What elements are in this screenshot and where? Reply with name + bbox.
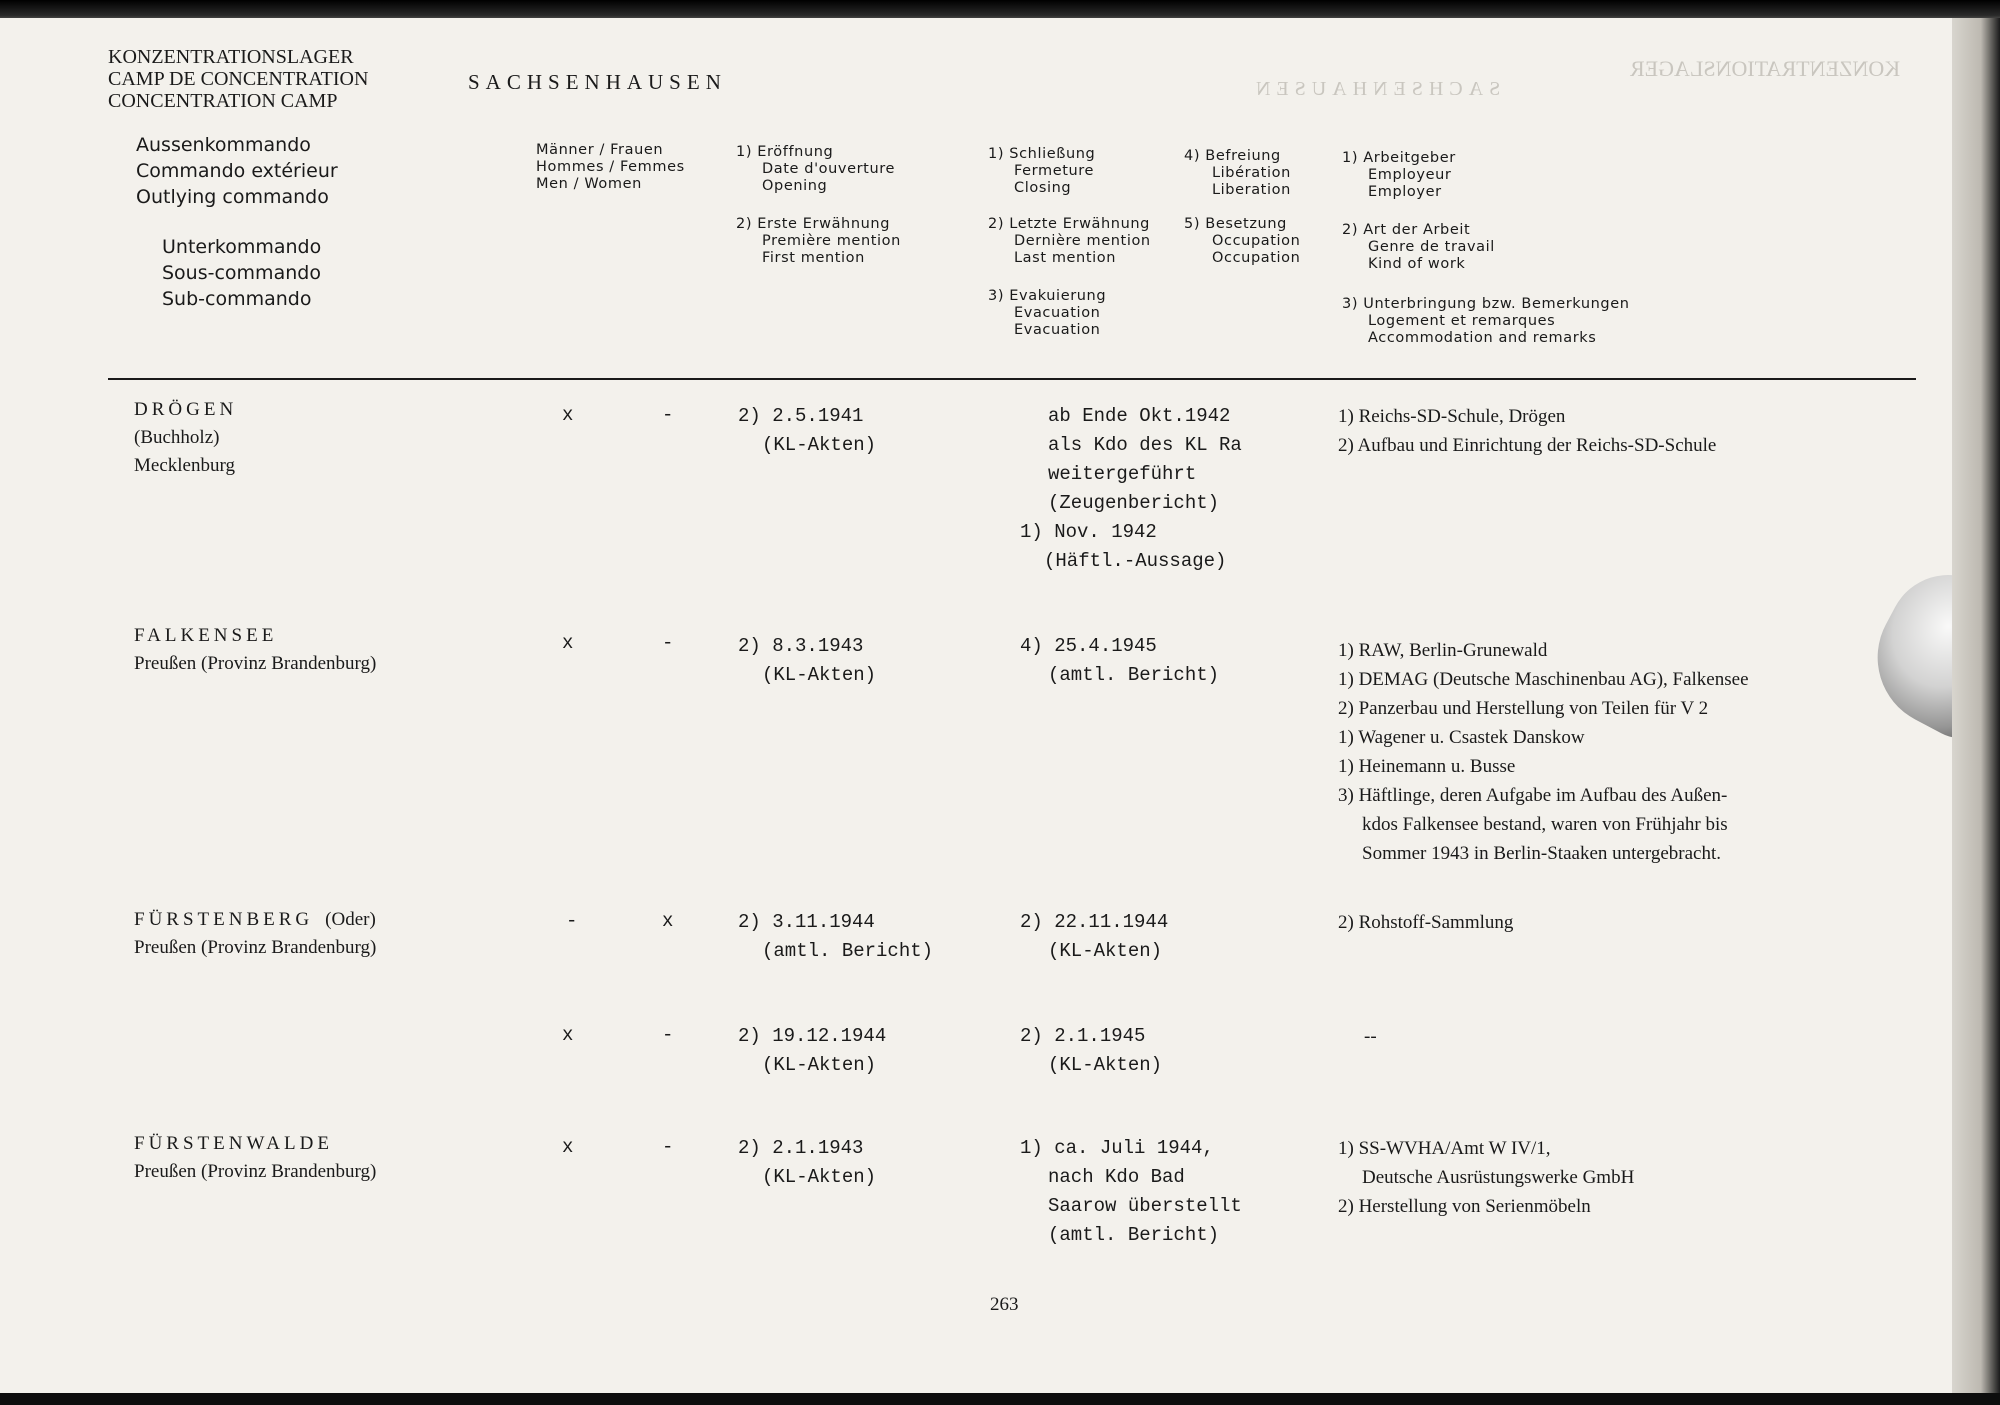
sub-label-fr: Sous-commando <box>162 262 321 284</box>
page-edge <box>1952 18 2000 1393</box>
closing-cell: ab Ende Okt.1942 als Kdo des KL Ra weitergeführt (Zeugenbericht) 1) Nov. 1942 (Häftl.-Aussage) <box>1020 405 1242 572</box>
camp-label-de: KONZENTRATIONSLAGER <box>108 46 354 68</box>
remarks-cell: 1) SS-WVHA/Amt W IV/1, Deutsche Ausrüstungswerke GmbH 2) Herstellung von Serienmöbeln <box>1338 1138 1635 1217</box>
entry-name: FALKENSEE <box>134 625 278 646</box>
page-number: 263 <box>990 1294 1019 1315</box>
opening-cell: 2) 2.5.1941 (KL-Akten) <box>738 405 877 456</box>
col-opening: 1) Eröffnung Date d'ouverture Opening <box>736 144 896 194</box>
remarks-cell: 1) Reichs-SD-Schule, Drögen 2) Aufbau und Einrichtung der Reichs-SD-Schule <box>1338 406 1717 456</box>
entry-location: Preußen (Provinz Brandenburg) <box>134 1161 377 1182</box>
opening-cell: 2) 8.3.1943 (KL-Akten) <box>738 635 877 686</box>
closing-cell: 4) 25.4.1945 (amtl. Bericht) <box>1020 635 1220 686</box>
camp-label-fr: CAMP DE CONCENTRATION <box>108 68 369 90</box>
entry-name-suffix: (Oder) <box>325 909 376 930</box>
entry-name: FÜRSTENWALDE <box>134 1133 333 1154</box>
bleed-through: SACHSENHAUSEN <box>1250 78 1501 100</box>
sub-label-en: Sub-commando <box>162 288 312 310</box>
entry-location: Preußen (Provinz Brandenburg) <box>134 937 377 958</box>
women-mark: - <box>662 632 674 654</box>
col-first-mention: 2) Erste Erwähnung Première mention First mention <box>736 216 901 266</box>
col-accommodation: 3) Unterbringung bzw. Bemerkungen Logement et remarques Accommodation and remarks <box>1342 296 1630 346</box>
entry-location: Preußen (Provinz Brandenburg) <box>134 653 377 674</box>
opening-cell: 2) 19.12.1944 (KL-Akten) <box>738 1025 887 1076</box>
men-mark: x <box>562 632 574 654</box>
col-liberation: 4) Befreiung Libération Liberation <box>1184 148 1291 198</box>
remarks-cell: -- <box>1364 1026 1377 1047</box>
opening-cell: 2) 3.11.1944 (amtl. Bericht) <box>738 911 934 962</box>
outlying-label-de: Aussenkommando <box>136 134 311 156</box>
outlying-label-en: Outlying commando <box>136 186 329 208</box>
col-last-mention: 2) Letzte Erwähnung Dernière mention Last mention <box>988 216 1151 266</box>
women-mark: - <box>662 1136 674 1158</box>
camp-name: SACHSENHAUSEN <box>468 70 727 94</box>
col-evacuation: 3) Evakuierung Evacuation Evacuation <box>988 288 1107 338</box>
men-mark: x <box>562 1024 574 1046</box>
remarks-cell: 1) RAW, Berlin-Grunewald 1) DEMAG (Deutsche Maschinenbau AG), Falkensee 2) Panzerbau und Herstellung von Teilen für V 2 1) Wagener u. Csastek Danskow 1) Heinemann u. Busse 3) Häftlinge, deren Aufgabe im Aufbau des Außen- kdos Falkensee bestand, waren von Frühjahr bis Sommer 1943 in Berlin-Staaken untergebracht. <box>1338 640 1749 864</box>
sub-label-de: Unterkommando <box>162 236 322 258</box>
entry-name-row <box>134 906 376 934</box>
col-employer: 1) Arbeitgeber Employeur Employer <box>1342 150 1456 200</box>
col-closing: 1) Schließung Fermeture Closing <box>988 146 1096 196</box>
col-work-kind: 2) Art der Arbeit Genre de travail Kind of work <box>1342 222 1495 272</box>
glass-weight-artifact <box>1853 554 1952 752</box>
entry-location: (Buchholz) Mecklenburg <box>134 427 235 476</box>
col-gender: Männer / Frauen Hommes / Femmes Men / Women <box>536 142 685 192</box>
document-page <box>0 18 1952 1393</box>
men-mark: x <box>562 404 574 426</box>
bleed-through: KONZENTRATIONSLAGER <box>1630 56 1901 81</box>
closing-cell: 1) ca. Juli 1944, nach Kdo Bad Saarow überstellt (amtl. Bericht) <box>1020 1137 1242 1246</box>
men-mark: x <box>562 1136 574 1158</box>
col-occupation: 5) Besetzung Occupation Occupation <box>1184 216 1301 266</box>
closing-cell: 2) 22.11.1944 (KL-Akten) <box>1020 911 1169 962</box>
women-mark: - <box>662 1024 674 1046</box>
men-mark: - <box>566 910 578 932</box>
women-mark: x <box>662 910 674 932</box>
remarks-cell: 2) Rohstoff-Sammlung <box>1338 912 1514 933</box>
outlying-label-fr: Commando extérieur <box>136 160 338 182</box>
women-mark: - <box>662 404 674 426</box>
header-rule <box>108 378 1916 380</box>
camp-label-en: CONCENTRATION CAMP <box>108 90 338 112</box>
closing-cell: 2) 2.1.1945 (KL-Akten) <box>1020 1025 1163 1076</box>
entry-name: DRÖGEN <box>134 399 238 420</box>
entry-name: FÜRSTENBERG <box>134 909 314 930</box>
opening-cell: 2) 2.1.1943 (KL-Akten) <box>738 1137 877 1188</box>
